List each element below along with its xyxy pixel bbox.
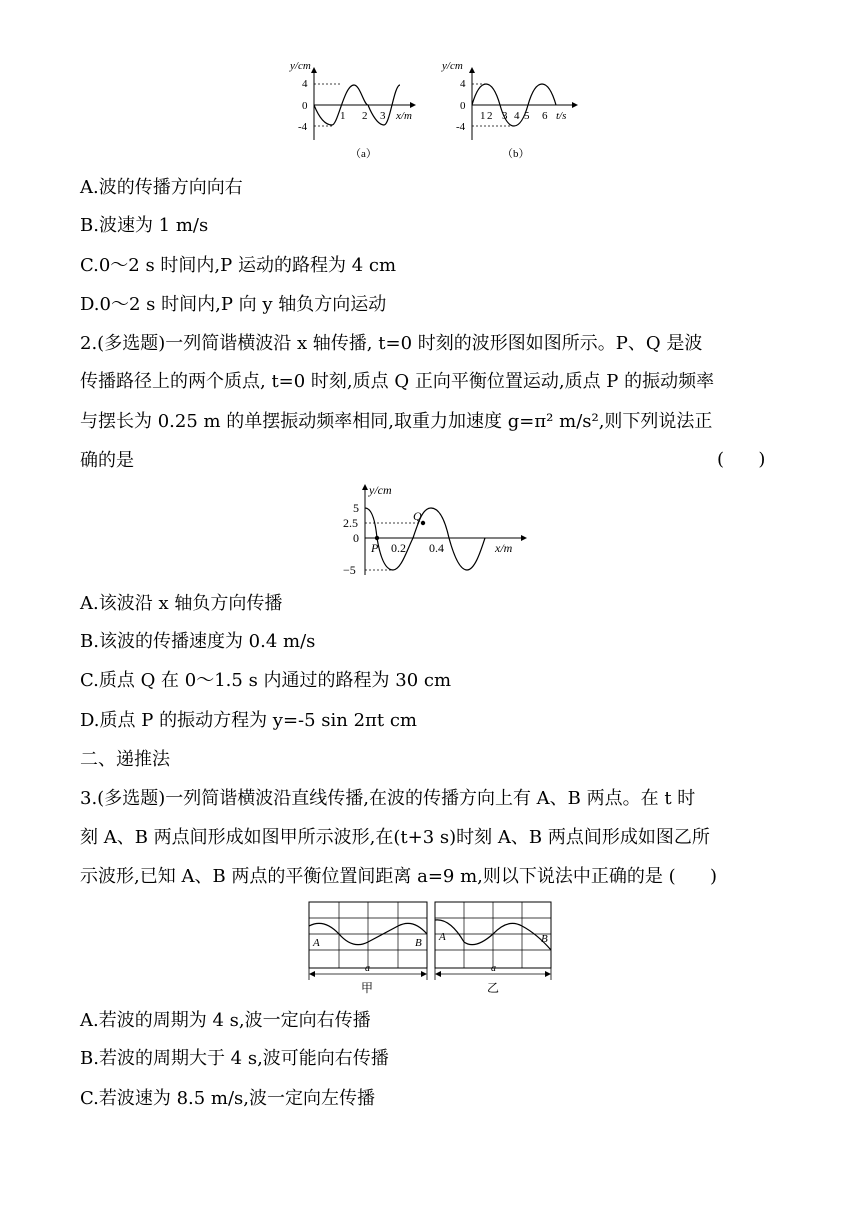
- fig1b-tick-x-1: 1: [480, 110, 486, 122]
- fig3-left-dist: a: [365, 963, 370, 974]
- figure-3: [305, 900, 555, 996]
- section-title: 二、递推法: [80, 749, 170, 770]
- fig2-point-p: P: [371, 541, 379, 555]
- q2-option-b: B.该波的传播速度为 0.4 m/s: [80, 631, 316, 652]
- fig1b-tick-y-bottom: -4: [456, 121, 466, 133]
- fig1a-y-label: y/cm: [290, 60, 311, 72]
- fig1b-y-label: y/cm: [442, 60, 463, 72]
- q2-answer-bracket: ( ): [717, 449, 766, 470]
- q2-stem-line-1: 2.(多选题)一列简谐横波沿 x 轴传播, t=0 时刻的波形图如图所示。P、Q 是波: [80, 333, 703, 354]
- fig1b-x-label: t/s: [556, 110, 567, 122]
- figure-1a: [289, 60, 416, 160]
- q1-option-c: C.0～2 s 时间内,P 运动的路程为 4 cm: [80, 255, 397, 276]
- fig3-right-a: A: [439, 931, 446, 943]
- fig3-right-b: B: [541, 933, 548, 945]
- figure-1: [280, 55, 580, 165]
- fig1a-tick-y-bottom: -4: [298, 121, 308, 133]
- fig1b-tick-x-2: 2: [487, 110, 493, 122]
- figure-1b: [441, 60, 578, 160]
- fig1a-tick-x-2: 2: [362, 110, 368, 122]
- fig2-tick-x-0-4: 0.4: [429, 541, 444, 555]
- fig1b-tick-x-6: 6: [542, 110, 548, 122]
- fig1a-tick-x-3: 3: [380, 110, 386, 122]
- q2-option-a: A.该波沿 x 轴负方向传播: [80, 593, 283, 614]
- q2-stem-line-2: 传播路径上的两个质点, t=0 时刻,质点 Q 正向平衡位置运动,质点 P 的振动频率: [80, 371, 715, 392]
- fig2-tick-y-2-5: 2.5: [343, 516, 358, 530]
- fig2-tick-x-0-2: 0.2: [391, 541, 406, 555]
- q3-option-b: B.若波的周期大于 4 s,波可能向右传播: [80, 1048, 389, 1069]
- fig2-tick-y-neg5: −5: [343, 563, 356, 577]
- fig1b-tick-x-4: 4: [514, 110, 520, 122]
- q1-option-b: B.波速为 1 m/s: [80, 215, 209, 236]
- fig2-x-label: x/m: [495, 541, 513, 555]
- figure-3-left: [309, 902, 427, 995]
- fig1a-tick-y-top: 4: [302, 78, 308, 90]
- fig1a-tick-x-1: 1: [340, 110, 346, 122]
- q1-option-d: D.0～2 s 时间内,P 向 y 轴负方向运动: [80, 294, 387, 315]
- fig1a-x-label: x/m: [396, 110, 412, 122]
- fig3-left-b: B: [415, 937, 422, 949]
- fig2-tick-y-5: 5: [353, 501, 359, 515]
- q2-option-d: D.质点 P 的振动方程为 y=-5 sin 2πt cm: [80, 710, 417, 731]
- q3-stem-line-3: 示波形,已知 A、B 两点的平衡位置间距离 a=9 m,则以下说法中正确的是 ( ): [80, 866, 717, 887]
- q3-stem-line-2: 刻 A、B 两点间形成如图甲所示波形,在(t+3 s)时刻 A、B 两点间形成如图乙所: [80, 827, 710, 848]
- q3-option-c: C.若波速为 8.5 m/s,波一定向左传播: [80, 1088, 376, 1109]
- fig1b-tick-x-5: 5: [524, 110, 530, 122]
- q2-stem-line-4: 确的是: [80, 450, 134, 471]
- figure-3-right: [435, 902, 551, 995]
- fig3-right-dist: a: [491, 963, 496, 974]
- fig1b-tick-y-zero: 0: [460, 100, 466, 112]
- q2-option-c: C.质点 Q 在 0～1.5 s 内通过的路程为 30 cm: [80, 670, 452, 691]
- fig1b-tick-y-top: 4: [460, 78, 466, 90]
- fig2-point-q: Q: [413, 509, 422, 523]
- fig1a-caption: （a）: [350, 148, 377, 160]
- fig2-tick-y-0: 0: [353, 531, 359, 545]
- fig3-caption-left: 甲: [361, 981, 374, 995]
- fig3-caption-right: 乙: [487, 981, 500, 995]
- q2-stem-line-3: 与摆长为 0.25 m 的单摆振动频率相同,取重力加速度 g=π² m/s²,则下列说法正: [80, 411, 713, 432]
- fig1b-caption: （b）: [502, 148, 530, 160]
- q1-option-a: A.波的传播方向向右: [80, 177, 243, 198]
- fig2-y-label: y/cm: [369, 483, 392, 497]
- figure-2: [335, 480, 535, 580]
- q3-option-a: A.若波的周期为 4 s,波一定向右传播: [80, 1010, 371, 1031]
- q3-stem-line-1: 3.(多选题)一列简谐横波沿直线传播,在波的传播方向上有 A、B 两点。在 t 时: [80, 788, 696, 809]
- fig1b-tick-x-3: 3: [502, 110, 508, 122]
- fig1a-tick-y-zero: 0: [302, 100, 308, 112]
- fig3-left-a: A: [313, 937, 320, 949]
